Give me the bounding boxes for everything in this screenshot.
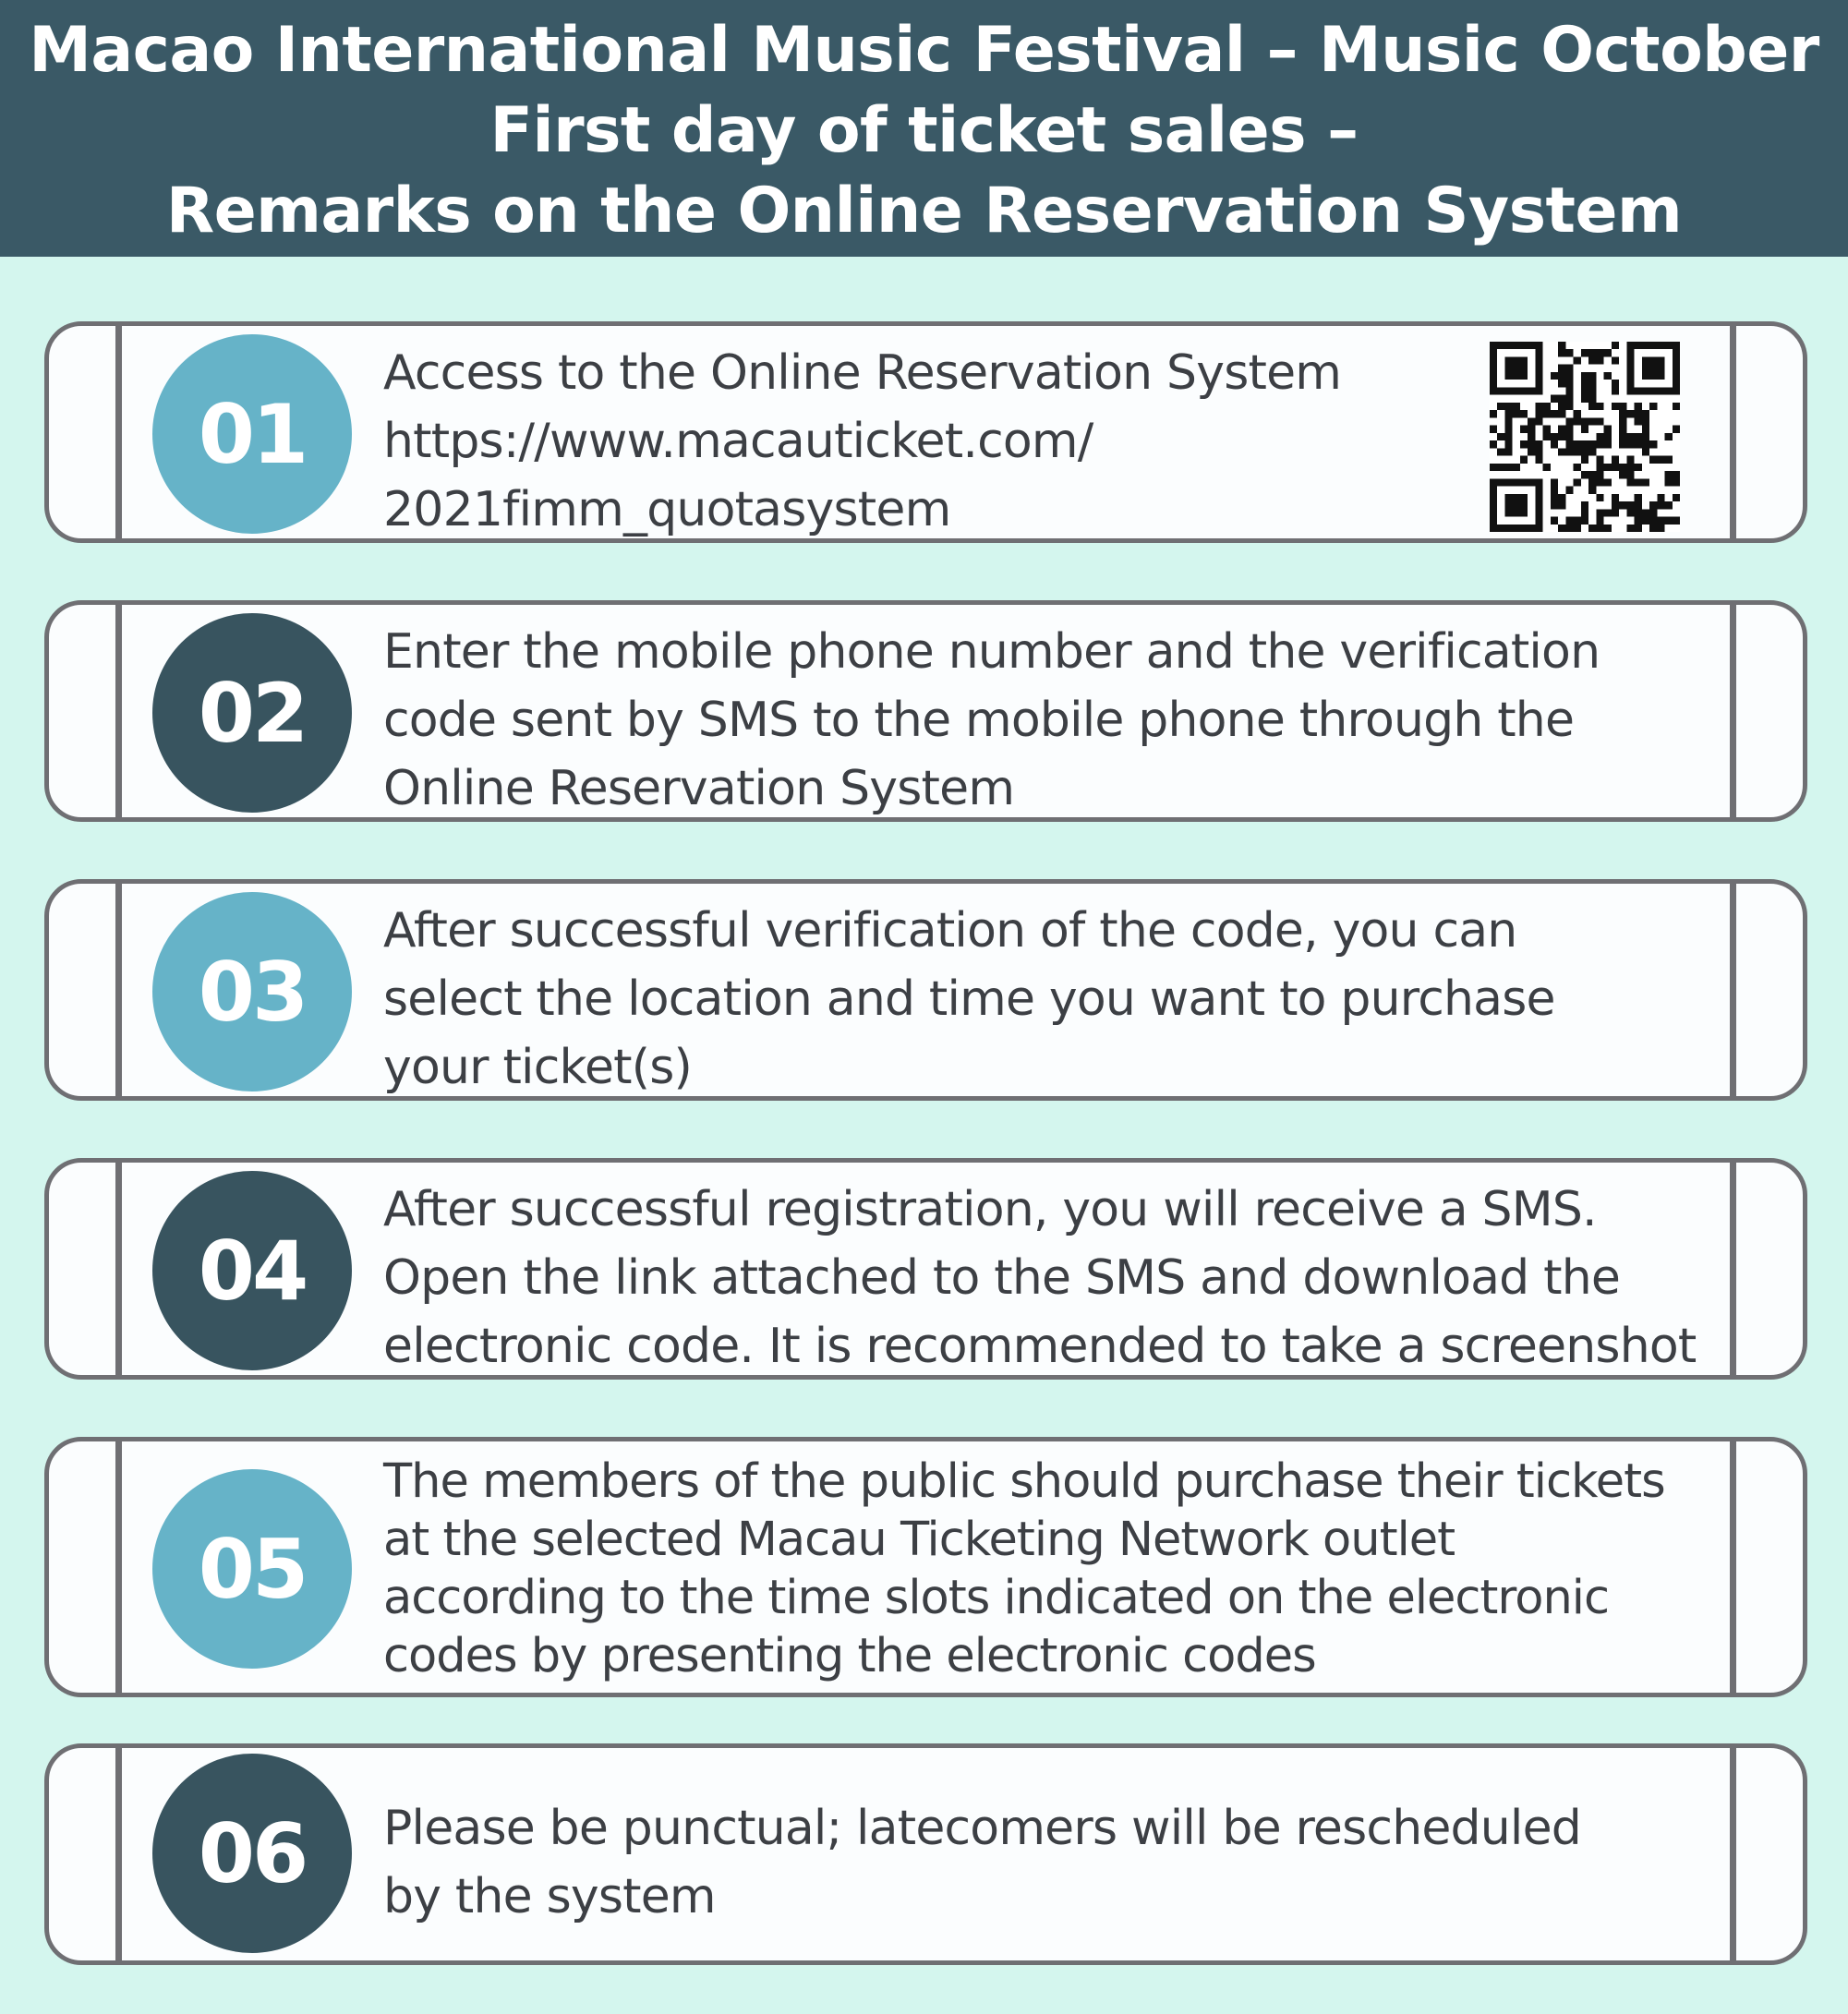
card-left-bar [115,1437,122,1697]
step-text-line: Enter the mobile phone number and the verification [383,624,1600,680]
step-number-badge: 06 [152,1754,352,1953]
step-text-line: by the system [383,1869,716,1924]
step-text-line: code sent by SMS to the mobile phone through the [383,693,1575,748]
qr-code-icon [1490,342,1680,532]
step-card-06 [44,1743,1807,1965]
step-card-04 [44,1158,1807,1380]
card-left-bar [115,1158,122,1380]
step-text-line: at the selected Macau Ticketing Network outlet [383,1513,1455,1567]
step-text [383,1176,1738,1381]
step-text-line: your ticket(s) [383,1040,692,1095]
card-left-bar [115,600,122,822]
step-text-line: codes by presenting the electronic codes [383,1629,1316,1683]
step-card-05 [44,1437,1807,1697]
step-text-line: After successful registration, you will receive a SMS. [383,1182,1597,1237]
step-text-line: Open the link attached to the SMS and download the [383,1250,1621,1306]
step-number-badge: 05 [152,1469,352,1669]
step-link-line[interactable]: 2021fimm_quotasystem [383,482,951,537]
page-header [0,0,1848,257]
step-text-line: After successful verification of the code, you can [383,903,1517,959]
step-card-03 [44,879,1807,1101]
step-text [383,897,1738,1102]
card-left-bar [115,1743,122,1965]
step-card-02 [44,600,1807,822]
card-left-bar [115,879,122,1101]
step-link-line[interactable]: https://www.macauticket.com/ [383,414,1093,469]
page-title-line-2: First day of ticket sales – [489,93,1359,167]
step-text [383,1794,1738,1931]
step-text-line: select the location and time you want to purchase [383,971,1555,1027]
card-left-bar [115,321,122,543]
step-number-badge: 02 [152,613,352,813]
page-title-line-1: Macao International Music Festival – Music October [29,13,1819,87]
step-text-line: Online Reservation System [383,761,1015,816]
step-number-badge: 03 [152,892,352,1091]
step-text-line: electronic code. It is recommended to take a screenshot [383,1319,1697,1374]
step-card-01 [44,321,1807,543]
step-number-badge: 01 [152,334,352,534]
step-text-line: Please be punctual; latecomers will be rescheduled [383,1801,1581,1856]
step-number-badge: 04 [152,1171,352,1370]
page-title-line-3: Remarks on the Online Reservation System [165,174,1683,247]
step-text [383,1453,1738,1685]
step-text-line: Access to the Online Reservation System [383,345,1342,401]
step-text-line: The members of the public should purchase their tickets [383,1454,1665,1509]
step-text [383,618,1738,823]
step-text-line: according to the time slots indicated on the electronic [383,1571,1610,1625]
